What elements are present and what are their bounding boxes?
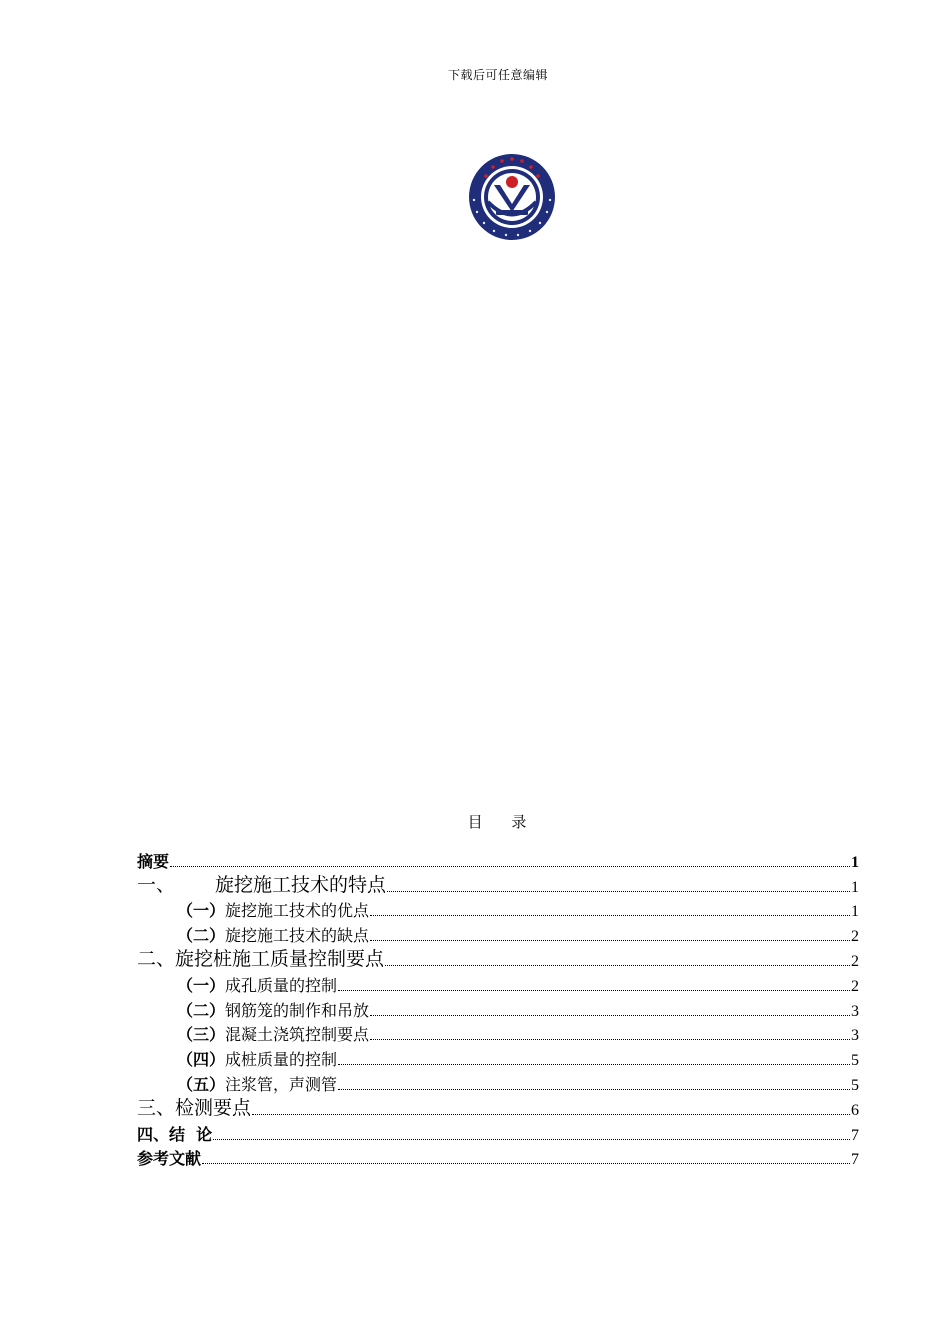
toc-entry-section-2-4[interactable]	[137, 1045, 859, 1070]
toc-entry-section-2-3[interactable]	[137, 1021, 859, 1046]
table-of-contents	[137, 847, 859, 1169]
toc-entry-text: 成桩质量的控制	[225, 1050, 338, 1070]
toc-entry-label	[137, 870, 386, 897]
toc-leader	[385, 965, 850, 966]
toc-entry-references[interactable]	[137, 1145, 859, 1170]
toc-entry-number: 一、	[137, 873, 176, 896]
toc-leader	[370, 1039, 850, 1040]
toc-page-number: 5	[851, 1076, 859, 1094]
toc-title: 目 录	[467, 813, 539, 831]
toc-leader	[370, 915, 850, 916]
toc-entry-label: 四、结 论	[137, 1124, 213, 1144]
toc-entry-section-3[interactable]	[137, 1095, 859, 1120]
toc-entry-section-2-2[interactable]	[137, 996, 859, 1021]
toc-entry-text: 钢筋笼的制作和吊放	[225, 1000, 370, 1020]
toc-page-number: 7	[851, 1151, 859, 1169]
toc-entry-number: （五）	[177, 1074, 226, 1094]
toc-entry-label	[177, 998, 369, 1021]
toc-leader	[338, 1089, 850, 1090]
toc-page-number: 5	[851, 1052, 859, 1070]
toc-leader	[370, 940, 850, 941]
toc-entry-abstract[interactable]	[137, 847, 859, 872]
toc-entry-label: 三、检测要点	[137, 1096, 252, 1119]
toc-entry-section-2-1[interactable]	[137, 971, 859, 996]
toc-page-number: 2	[851, 952, 859, 970]
toc-entry-section-1-1[interactable]	[137, 897, 859, 922]
toc-entry-text: 旋挖施工技术的特点	[215, 873, 387, 896]
toc-entry-section-2-5[interactable]	[137, 1070, 859, 1095]
toc-entry-text: 注浆管，声测管	[225, 1074, 338, 1094]
download-note: 下载后可任意编辑	[447, 68, 548, 82]
toc-page-number: 6	[851, 1101, 859, 1119]
toc-page-number: 1	[851, 878, 859, 896]
toc-page-number: 2	[851, 928, 859, 946]
toc-entry-text: 旋挖施工技术的缺点	[225, 926, 370, 946]
toc-leader	[252, 1114, 850, 1115]
toc-leader	[170, 866, 850, 867]
toc-entry-section-1[interactable]	[137, 872, 859, 897]
toc-page-number: 3	[851, 1027, 859, 1045]
toc-entry-conclusion[interactable]	[137, 1120, 859, 1145]
toc-entry-label: 参考文献	[137, 1149, 202, 1169]
toc-page-number: 7	[851, 1126, 859, 1144]
toc-entry-number: （二）	[177, 926, 226, 946]
toc-leader	[338, 1064, 850, 1065]
toc-entry-text: 成孔质量的控制	[225, 975, 338, 995]
toc-page-number: 2	[851, 977, 859, 995]
toc-entry-number: （一）	[177, 901, 226, 921]
toc-entry-label	[177, 898, 369, 921]
toc-entry-number: （一）	[177, 975, 226, 995]
toc-leader	[370, 1015, 850, 1016]
toc-entry-text: 旋挖施工技术的优点	[225, 901, 370, 921]
toc-entry-label	[177, 1047, 337, 1070]
toc-leader	[387, 891, 850, 892]
toc-entry-label: 摘要	[137, 851, 170, 871]
toc-entry-label	[177, 923, 369, 946]
toc-entry-label	[177, 973, 337, 996]
toc-leader	[202, 1163, 850, 1164]
toc-page-number: 3	[851, 1002, 859, 1020]
toc-page-number: 1	[851, 853, 859, 871]
toc-entry-number: （二）	[177, 1000, 226, 1020]
toc-entry-text: 混凝土浇筑控制要点	[225, 1025, 370, 1045]
college-emblem-icon	[466, 152, 558, 242]
toc-entry-label	[177, 1022, 369, 1045]
toc-entry-label	[177, 1072, 337, 1095]
toc-entry-section-1-2[interactable]	[137, 921, 859, 946]
toc-entry-number: （四）	[177, 1050, 226, 1070]
toc-leader	[213, 1139, 850, 1140]
toc-entry-label: 二、旋挖桩施工质量控制要点	[137, 947, 385, 970]
toc-entry-number: （三）	[177, 1025, 226, 1045]
toc-leader	[338, 990, 850, 991]
toc-page-number: 1	[851, 903, 859, 921]
toc-entry-section-2[interactable]	[137, 946, 859, 971]
